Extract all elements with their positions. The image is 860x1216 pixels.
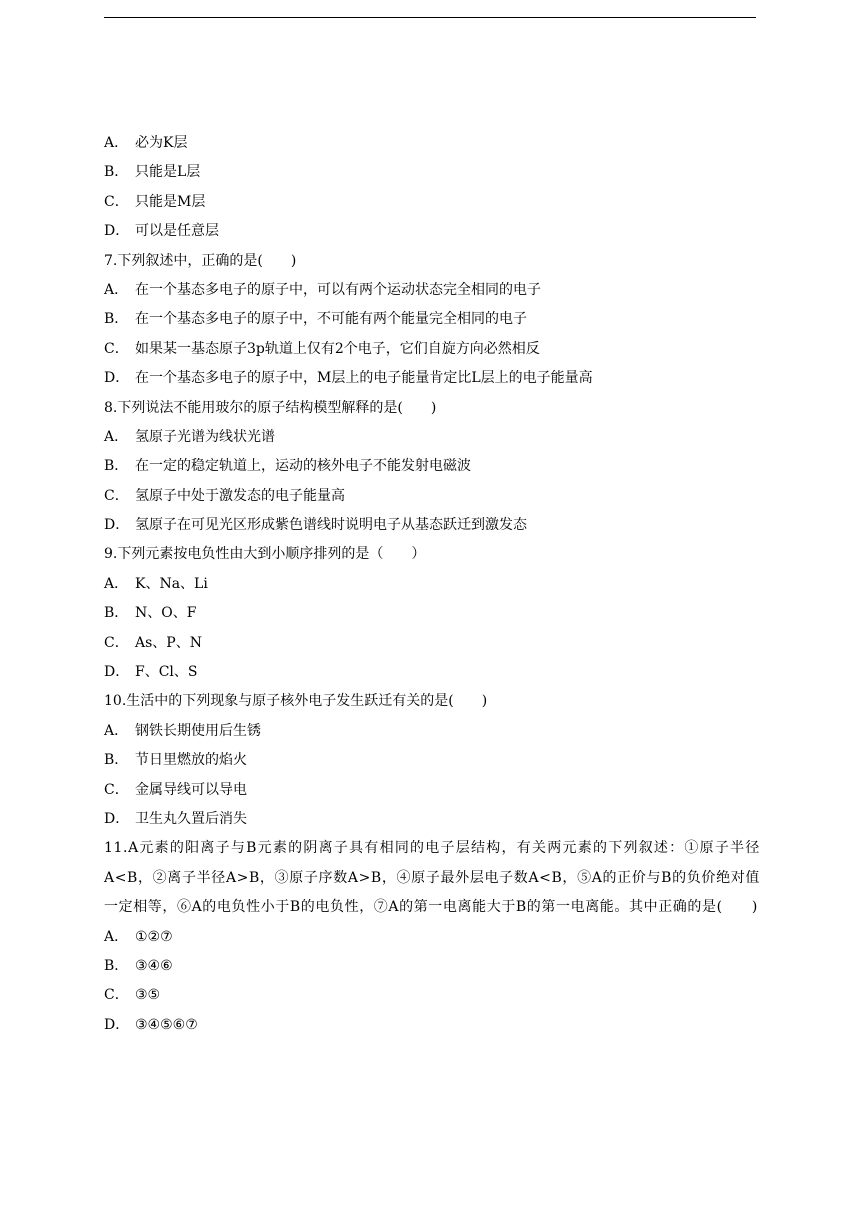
option-text: ①②⑦ bbox=[135, 928, 173, 945]
q9-option-a bbox=[104, 570, 760, 599]
q11-option-d bbox=[104, 1011, 760, 1040]
q8-option-d bbox=[104, 511, 760, 540]
option-letter: D． bbox=[104, 517, 130, 534]
q8-stem: 8.下列说法不能用玻尔的原子结构模型解释的是( ) bbox=[104, 399, 437, 416]
option-letter: D． bbox=[104, 664, 130, 681]
q7-option-c bbox=[104, 335, 760, 364]
option-letter: D． bbox=[104, 1016, 130, 1033]
option-text: 金属导线可以导电 bbox=[135, 781, 247, 798]
q10-option-c bbox=[104, 776, 760, 805]
option-text: 在一个基态多电子的原子中，不可能有两个能量完全相同的电子 bbox=[135, 311, 527, 328]
option-text: 在一个基态多电子的原子中，可以有两个运动状态完全相同的电子 bbox=[135, 281, 541, 298]
option-text: 氢原子光谱为线状光谱 bbox=[135, 428, 275, 445]
option-letter: B． bbox=[104, 957, 129, 974]
option-text: 节日里燃放的焰火 bbox=[135, 752, 247, 769]
q11-option-c bbox=[104, 981, 760, 1010]
option-letter: B． bbox=[104, 164, 129, 181]
option-letter: D． bbox=[104, 810, 130, 827]
option-text: 在一个基态多电子的原子中，M层上的电子能量肯定比L层上的电子能量高 bbox=[135, 370, 593, 387]
option-letter: B． bbox=[104, 752, 129, 769]
q7-option-d bbox=[104, 364, 760, 393]
option-letter: A． bbox=[104, 575, 129, 592]
option-text: 在一定的稳定轨道上，运动的核外电子不能发射电磁波 bbox=[135, 458, 471, 475]
q10-stem: 10.生活中的下列现象与原子核外电子发生跃迁有关的是( ) bbox=[104, 693, 488, 710]
option-text: 钢铁长期使用后生锈 bbox=[135, 722, 261, 739]
option-text: 可以是任意层 bbox=[135, 223, 219, 240]
option-letter: A． bbox=[104, 928, 129, 945]
option-text: ③④⑤⑥⑦ bbox=[135, 1016, 198, 1033]
q8-option-c bbox=[104, 482, 760, 511]
option-letter: C． bbox=[104, 781, 129, 798]
option-letter: C． bbox=[104, 487, 129, 504]
q11-stem: 11.A元素的阳离子与B元素的阴离子具有相同的电子层结构，有关两元素的下列叙述：①原子半径A<B，②离子半径A>B，③原子序数A>B，④原子最外层电子数A<B，⑤A的正价与B的负价绝对值一定相等，⑥A的电负性小于B的电负性，⑦A的第一电离能大于B的第一电离能。其中正确的是( ) bbox=[104, 840, 760, 916]
q7-option-a bbox=[104, 276, 760, 305]
option-letter: C． bbox=[104, 193, 129, 210]
option-letter: A． bbox=[104, 135, 129, 151]
option-text: ③⑤ bbox=[135, 987, 161, 1004]
option-letter: A． bbox=[104, 428, 129, 445]
option-letter: A． bbox=[104, 722, 129, 739]
q6-option-d bbox=[104, 217, 760, 246]
option-letter: D． bbox=[104, 370, 130, 387]
q6-option-a bbox=[104, 129, 760, 158]
option-letter: C． bbox=[104, 340, 129, 357]
question-list bbox=[104, 129, 760, 1040]
option-letter: B． bbox=[104, 458, 129, 475]
q9-stem: 9.下列元素按电负性由大到小顺序排列的是（ ） bbox=[104, 546, 426, 563]
option-text: 卫生丸久置后消失 bbox=[135, 810, 247, 827]
option-text: 氢原子中处于激发态的电子能量高 bbox=[135, 487, 345, 504]
q8-option-b bbox=[104, 452, 760, 481]
option-text: N、O、F bbox=[135, 605, 197, 622]
q9-option-c bbox=[104, 629, 760, 658]
option-letter: B． bbox=[104, 311, 129, 328]
option-letter: A． bbox=[104, 281, 129, 298]
option-letter: B． bbox=[104, 605, 129, 622]
option-text: 只能是L层 bbox=[135, 164, 201, 181]
option-letter: C． bbox=[104, 987, 129, 1004]
option-letter: C． bbox=[104, 634, 129, 651]
q10-option-a bbox=[104, 717, 760, 746]
q10-option-d bbox=[104, 805, 760, 834]
option-text: F、Cl、S bbox=[135, 664, 198, 681]
option-text: 必为K层 bbox=[135, 135, 188, 151]
option-text: ③④⑥ bbox=[135, 957, 173, 974]
q9-option-d bbox=[104, 658, 760, 687]
q11-option-a bbox=[104, 923, 760, 952]
q10-option-b bbox=[104, 746, 760, 775]
option-text: K、Na、Li bbox=[135, 575, 208, 592]
option-letter: D． bbox=[104, 223, 130, 240]
option-text: 氢原子在可见光区形成紫色谱线时说明电子从基态跃迁到激发态 bbox=[135, 517, 527, 534]
option-text: 如果某一基态原子3p轨道上仅有2个电子，它们自旋方向必然相反 bbox=[135, 340, 540, 357]
q11-option-b bbox=[104, 952, 760, 981]
option-text: 只能是M层 bbox=[135, 193, 206, 210]
q8-option-a bbox=[104, 423, 760, 452]
option-text: As、P、N bbox=[135, 634, 202, 651]
q7-option-b bbox=[104, 305, 760, 334]
q6-option-b bbox=[104, 158, 760, 187]
header-rule bbox=[104, 17, 756, 18]
q6-option-c bbox=[104, 188, 760, 217]
q7-stem: 7.下列叙述中，正确的是( ) bbox=[104, 252, 297, 269]
q9-option-b bbox=[104, 599, 760, 628]
